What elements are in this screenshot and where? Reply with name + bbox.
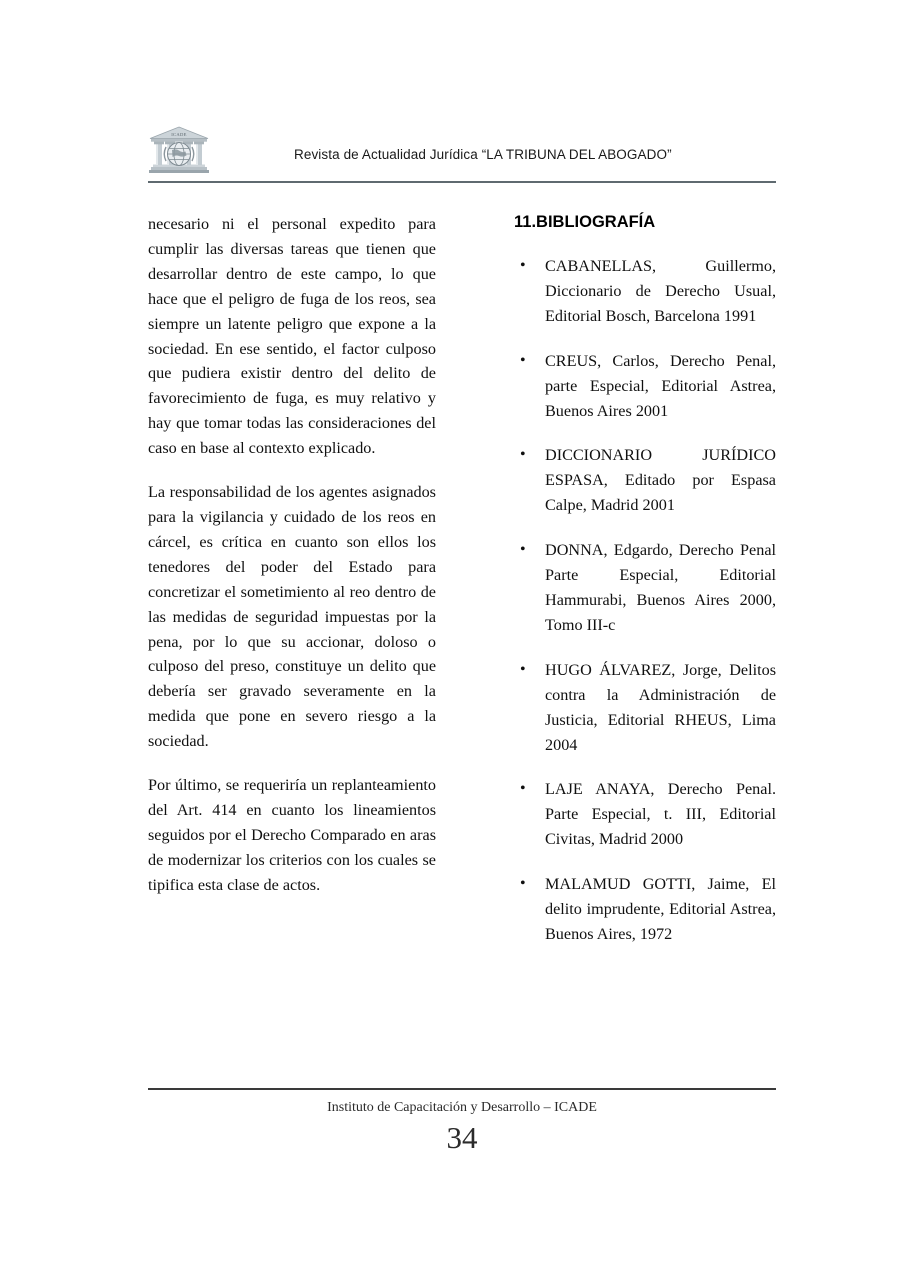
paragraph: necesario ni el personal expedito para cumplir las diversas tareas que tienen que desarrollar dentro de este campo, lo que hace que el peligro de fuga de los reos, sea siempre un latente peligro que expone a la sociedad. En ese sentido, el factor culposo que pudiera existir dentro del delito de favorecimiento de fuga, es muy relativo y hay que tomar todas las consideraciones del caso en base al contexto explicado.: [148, 215, 436, 458]
list-item-text: MALAMUD GOTTI, Jaime, El delito imprudente, Editorial Astrea, Buenos Aires, 1972: [545, 875, 776, 943]
header-divider-rule: [148, 181, 776, 183]
bullet-icon: •: [520, 780, 526, 798]
bullet-icon: •: [520, 541, 526, 559]
paragraph: Por último, se requeriría un replanteamiento del Art. 414 en cuanto los lineamientos seguidos por el Derecho Comparado en aras de modernizar los criterios con los cuales se tipifica esta clase de actos.: [148, 776, 436, 894]
page-number: 34: [446, 1120, 478, 1155]
list-item-text: DONNA, Edgardo, Derecho Penal Parte Especial, Editorial Hammurabi, Buenos Aires 2000, Tomo III-c: [545, 541, 776, 634]
bullet-icon: •: [520, 257, 526, 274]
list-item: [514, 254, 776, 329]
list-item-text: DICCIONARIO JURÍDICO ESPASA, Editado por Espasa Calpe, Madrid 2001: [545, 446, 776, 515]
bullet-icon: •: [520, 351, 526, 369]
list-item-text: CABANELLAS, Guillermo, Diccionario de Derecho Usual, Editorial Bosch, Barcelona 1991: [545, 257, 776, 325]
list-item: [514, 443, 776, 518]
list-item-text: CREUS, Carlos, Derecho Penal, parte Especial, Editorial Astrea, Buenos Aires 2001: [545, 351, 776, 420]
footer-divider-rule: [148, 1088, 776, 1090]
list-item: [514, 872, 776, 947]
bibliography-list: [514, 254, 776, 947]
paragraph: La responsabilidad de los agentes asignados para la vigilancia y cuidado de los reos en cárcel, es crítica en cuanto son ellos los tenedores del poder del Estado para concretizar el sometimiento al reo dentro de las medidas de seguridad impuestas por la pena, por lo que su accionar, doloso o culposo del preso, constituye un delito que debería ser gravado severamente en la medida que pone en severo riesgo a la sociedad.: [148, 483, 436, 751]
page-header: [148, 126, 776, 184]
body-text-column-left: [148, 212, 436, 898]
bibliography-heading: 11.BIBLIOGRAFÍA: [514, 213, 656, 231]
bullet-icon: •: [520, 446, 526, 464]
list-item: [514, 777, 776, 852]
svg-text:ICADE: ICADE: [171, 132, 187, 138]
list-item-text: HUGO ÁLVAREZ, Jorge, Delitos contra la Administración de Justicia, Editorial RHEUS, Lima 2004: [545, 660, 776, 754]
header-title: Revista de Actualidad Jurídica “LA TRIBUNA DEL ABOGADO”: [294, 147, 672, 162]
list-item: [514, 658, 776, 758]
list-item: [514, 538, 776, 638]
bullet-icon: •: [520, 660, 526, 678]
footer-institution: Instituto de Capacitación y Desarrollo – ICADE: [327, 1100, 597, 1115]
icade-temple-logo: [148, 126, 210, 178]
list-item: [514, 349, 776, 424]
bibliography-column-right: [514, 212, 776, 947]
bullet-icon: •: [520, 875, 526, 893]
list-item-text: LAJE ANAYA, Derecho Penal. Parte Especial, t. III, Editorial Civitas, Madrid 2000: [545, 780, 776, 849]
